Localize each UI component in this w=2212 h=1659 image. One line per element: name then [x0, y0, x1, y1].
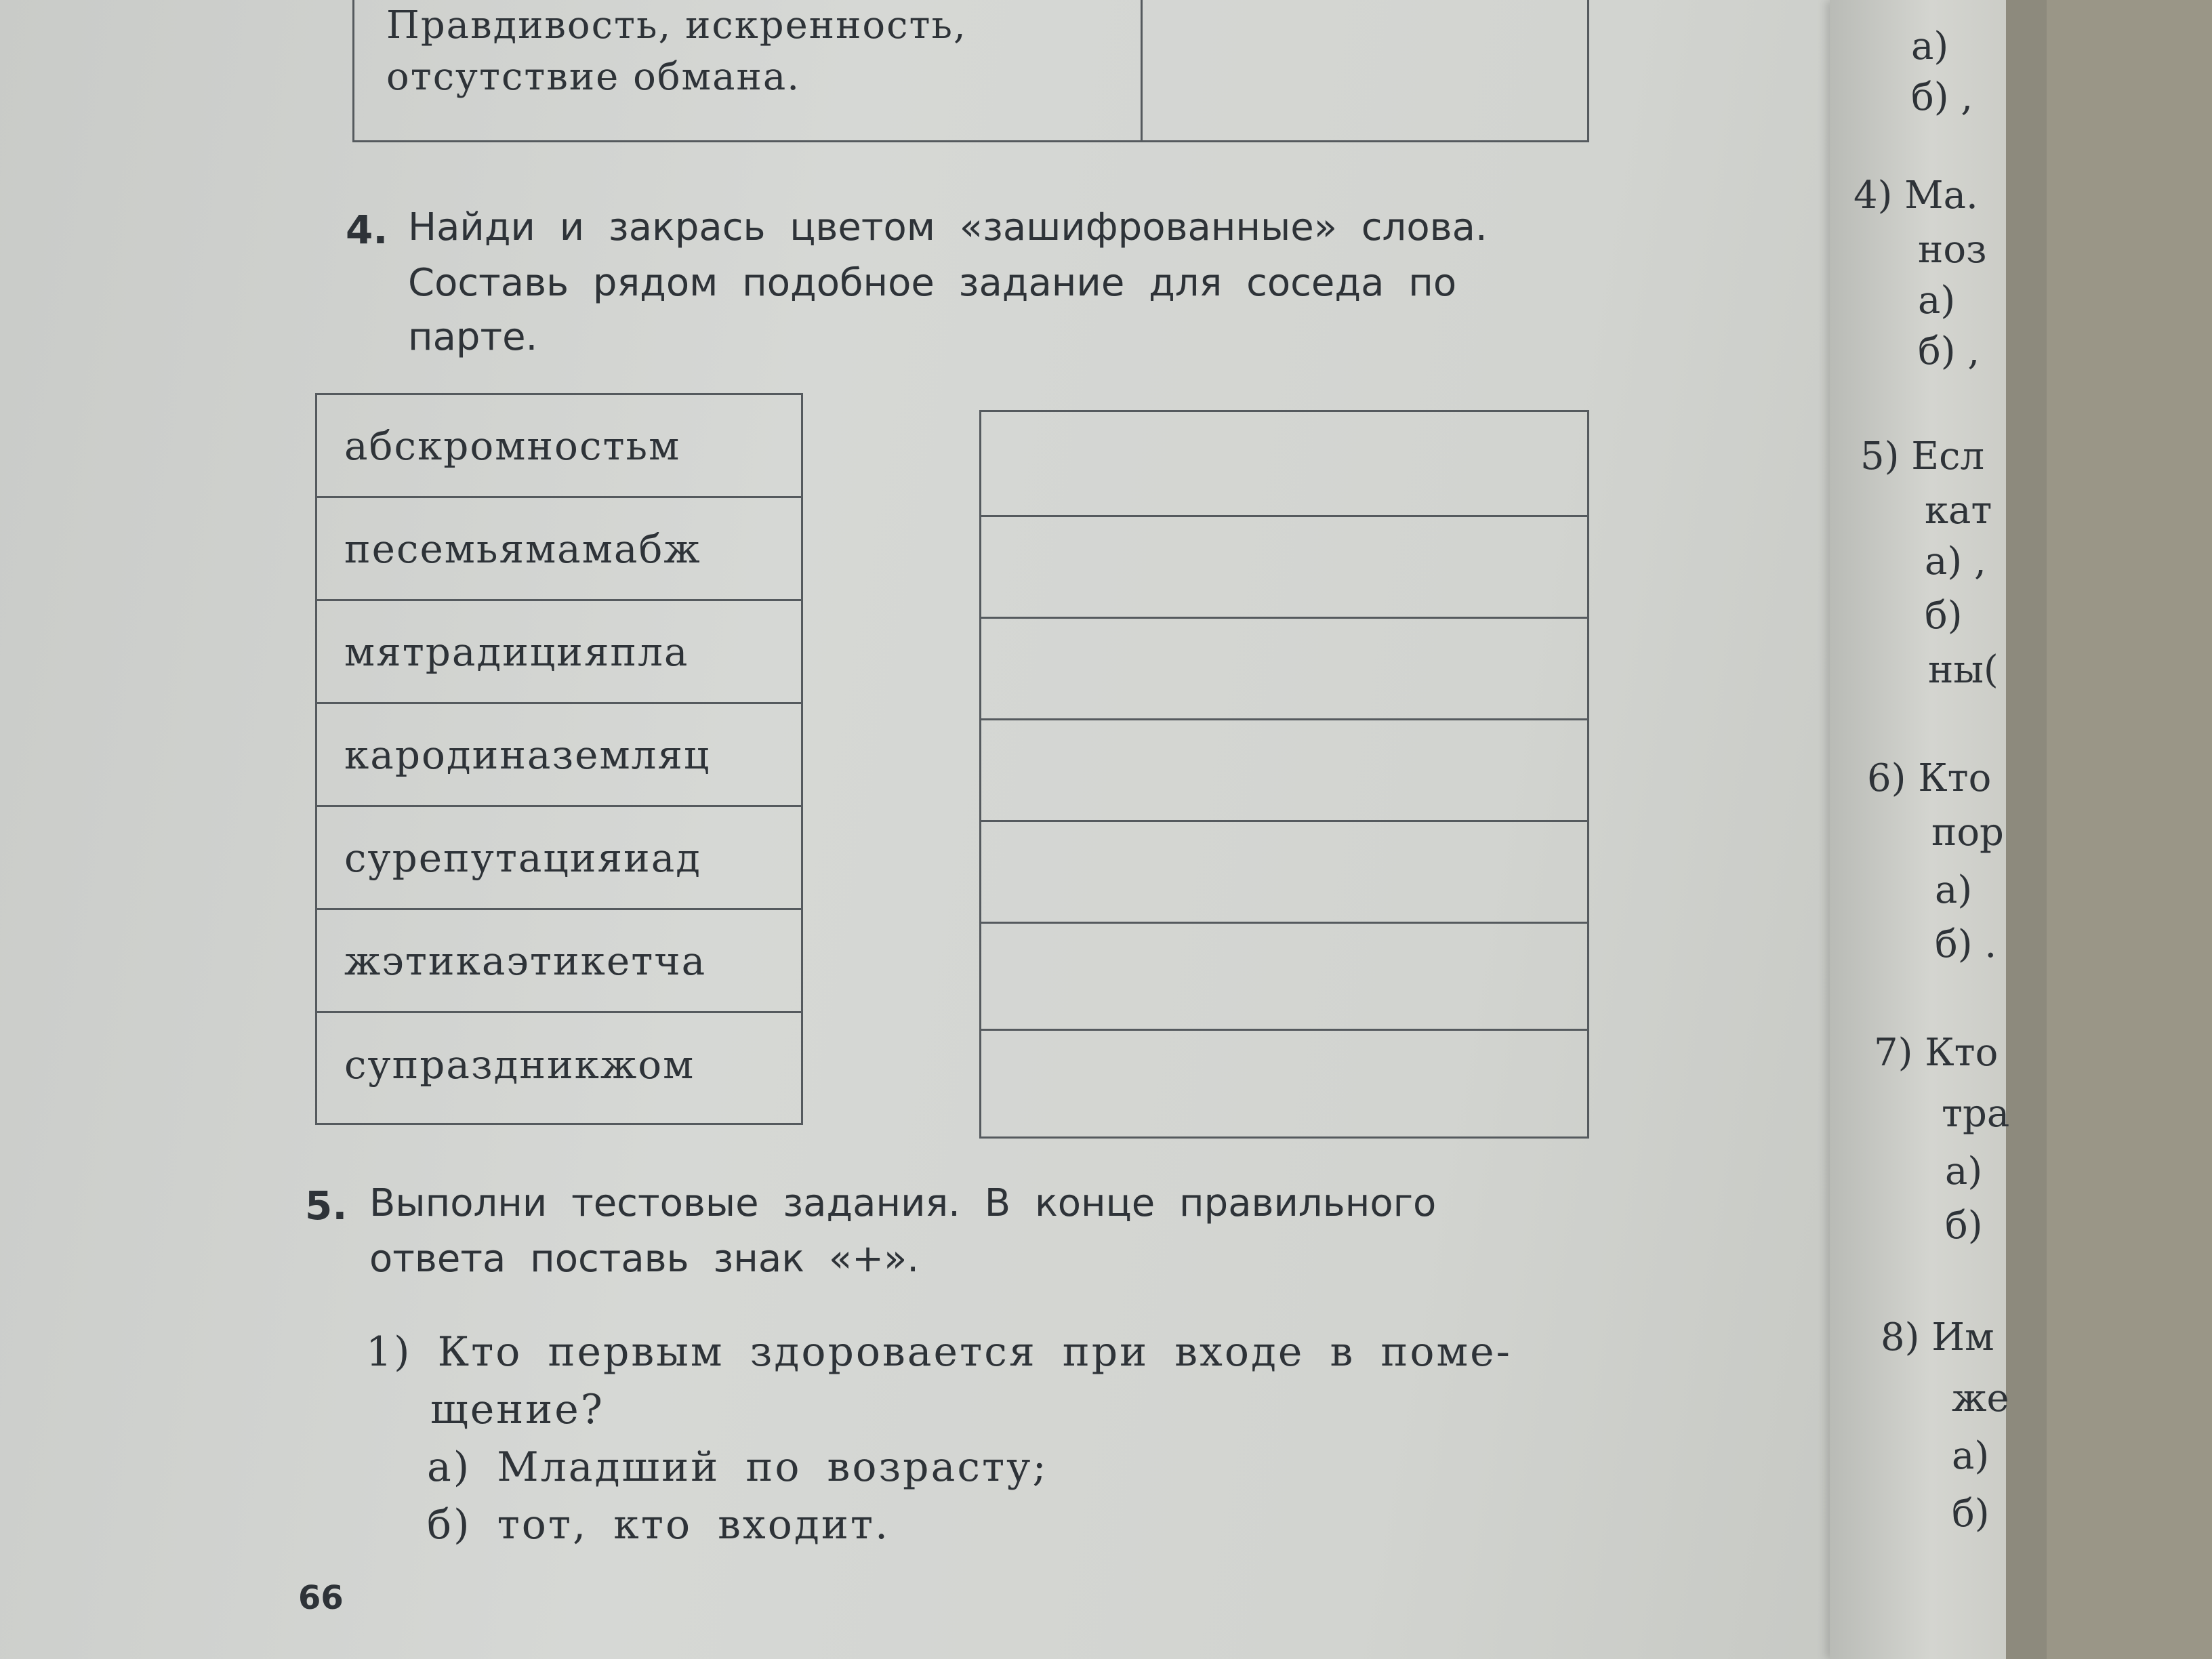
- task-4-line-2: Составь рядом подобное задание для соседа по: [408, 261, 1457, 305]
- table-row: абскромностьм: [317, 395, 801, 498]
- row-divider: [981, 617, 1587, 619]
- table-divider: [1141, 0, 1143, 140]
- definition-line-2: отсутствие обмана.: [386, 55, 801, 99]
- row-divider: [981, 515, 1587, 517]
- row-divider: [981, 1029, 1587, 1031]
- side-text: б): [1945, 1204, 1983, 1248]
- side-text: ноз: [1918, 228, 1987, 272]
- side-text: 7) Кто: [1874, 1031, 1999, 1075]
- task-5-number: 5.: [305, 1183, 348, 1229]
- answer-b: б) тот, кто входит.: [427, 1501, 890, 1549]
- side-text: б): [1925, 594, 1963, 638]
- task-4-number: 4.: [346, 207, 388, 253]
- answer-a: а) Младший по возрасту;: [427, 1443, 1048, 1491]
- task-4-line-3: парте.: [408, 315, 538, 359]
- question-1-line-2: щение?: [430, 1386, 605, 1433]
- side-text: же: [1952, 1376, 2009, 1420]
- page-number: 66: [298, 1579, 344, 1617]
- table-row: кародиназемляц: [317, 704, 801, 807]
- task-4-line-1: Найди и закрась цветом «зашифрованные» слова.: [408, 205, 1488, 249]
- encrypted-words-table: [315, 393, 803, 1125]
- side-text: 4) Ма.: [1853, 173, 1978, 218]
- side-text: пор: [1931, 811, 2004, 855]
- side-text: а) ,: [1925, 539, 1986, 583]
- task-5-line-1: Выполни тестовые задания. В конце правильного: [369, 1181, 1437, 1225]
- side-text: а): [1945, 1149, 1983, 1193]
- row-divider: [981, 922, 1587, 924]
- row-divider: [981, 820, 1587, 822]
- side-text: б) .: [1935, 922, 1997, 966]
- table-row: песемьямамабж: [317, 498, 801, 601]
- row-divider: [981, 718, 1587, 720]
- table-row: жэтикаэтикетча: [317, 910, 801, 1013]
- side-text: 8) Им: [1881, 1315, 1994, 1359]
- side-text: б): [1952, 1492, 1990, 1536]
- side-text: б) ,: [1918, 329, 1980, 373]
- definition-line-1: Правдивость, искренность,: [386, 3, 967, 47]
- side-text: 5) Есл: [1860, 434, 1985, 478]
- side-text: а): [1911, 24, 1949, 68]
- side-text: б) ,: [1911, 75, 1973, 119]
- definition-text: [386, 0, 967, 103]
- side-text: а): [1935, 868, 1973, 912]
- empty-answer-table: [979, 410, 1589, 1139]
- table-row: мятрадицияпла: [317, 601, 801, 704]
- question-1-line-1: 1) Кто первым здоровается при входе в поме-: [366, 1328, 1512, 1376]
- side-text: а): [1952, 1434, 1990, 1478]
- side-text: ны(: [1928, 648, 1999, 692]
- side-text: кат: [1925, 489, 1992, 533]
- table-row: супраздникжом: [344, 1042, 695, 1088]
- task-5-line-2: ответа поставь знак «+».: [369, 1237, 920, 1281]
- side-text: 6) Кто: [1867, 756, 1992, 800]
- side-text: а): [1918, 279, 1956, 323]
- table-row: сурепутацияиад: [317, 807, 801, 910]
- background-surface: [2006, 0, 2047, 1659]
- side-text: тра: [1942, 1092, 2010, 1136]
